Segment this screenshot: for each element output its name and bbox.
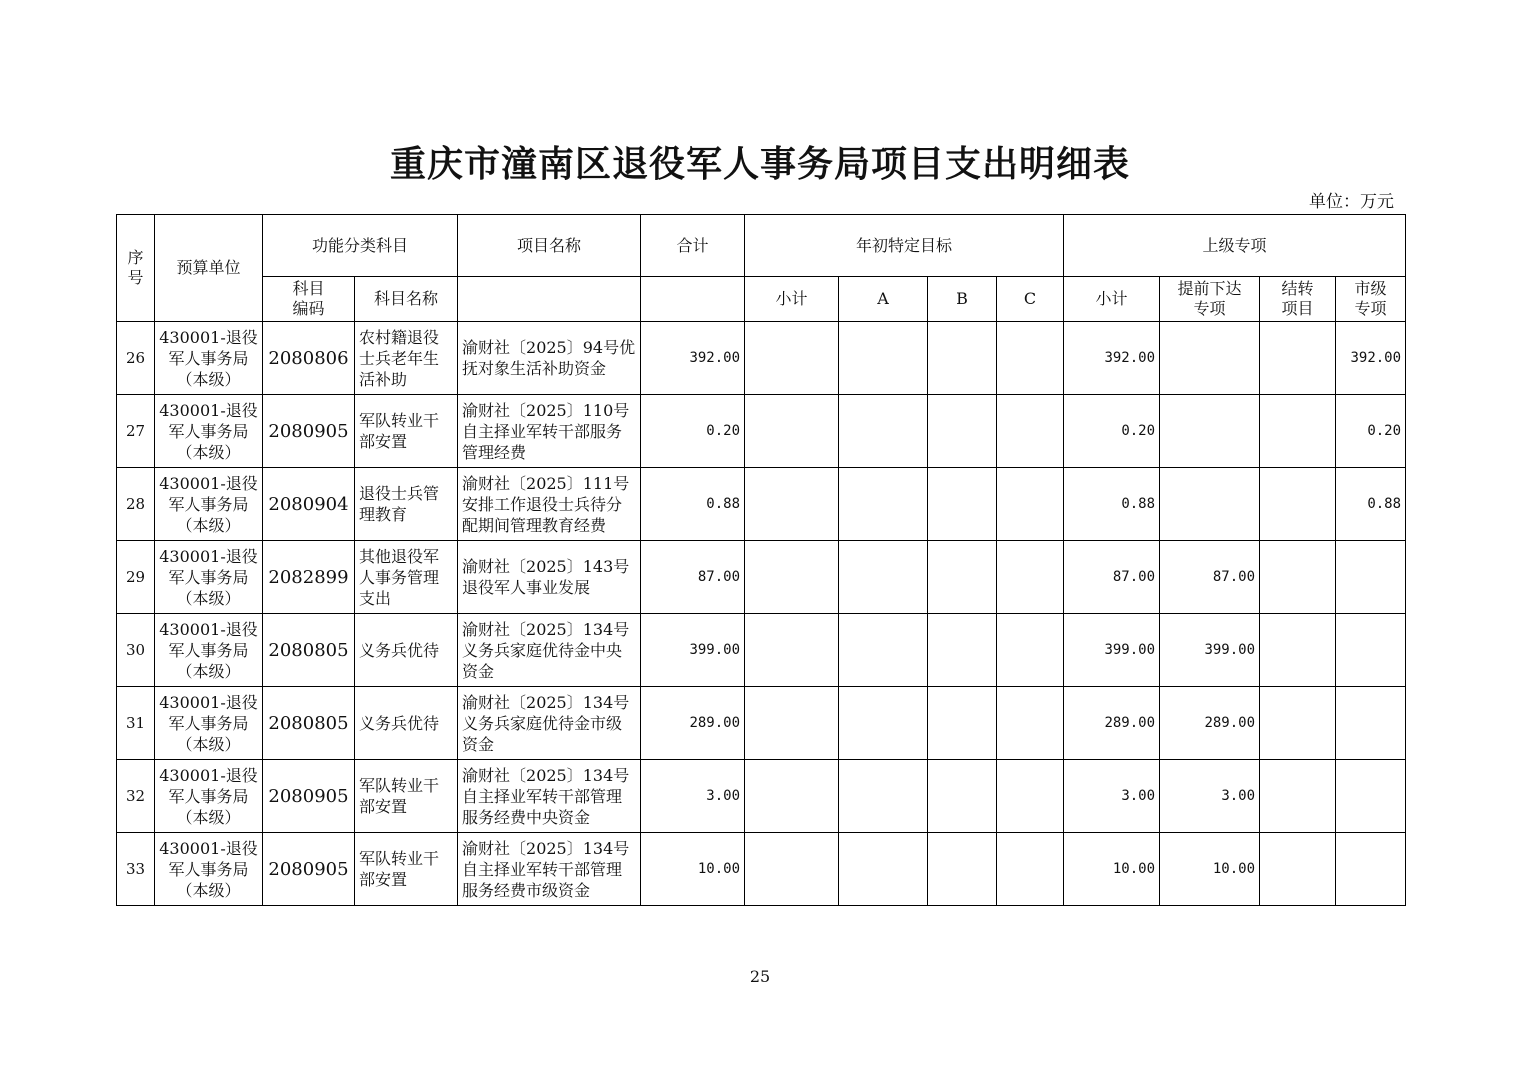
- a-cell: [839, 760, 928, 833]
- total-cell: 392.00: [641, 322, 745, 395]
- advance-cell: 10.00: [1160, 833, 1260, 906]
- subject-code-cell: 2080904: [263, 468, 355, 541]
- project-name-cell: 渝财社〔2025〕134号义务兵家庭优待金市级资金: [458, 687, 641, 760]
- subject-code-cell: 2080805: [263, 687, 355, 760]
- superior-subtotal-cell: 399.00: [1064, 614, 1160, 687]
- c-cell: [997, 395, 1064, 468]
- header-seq: 序号: [117, 215, 155, 322]
- carryover-cell: [1260, 468, 1336, 541]
- header-b: B: [928, 277, 997, 322]
- project-name-cell: 渝财社〔2025〕94号优抚对象生活补助资金: [458, 322, 641, 395]
- city-cell: [1336, 760, 1406, 833]
- carryover-cell: [1260, 541, 1336, 614]
- table-row: [117, 614, 1406, 687]
- header-carryover: 结转项目: [1260, 277, 1336, 322]
- c-cell: [997, 833, 1064, 906]
- header-project-name: 项目名称: [458, 215, 641, 277]
- ytd-subtotal-cell: [745, 322, 839, 395]
- c-cell: [997, 687, 1064, 760]
- carryover-cell: [1260, 833, 1336, 906]
- page-title: 重庆市潼南区退役军人事务局项目支出明细表: [389, 143, 1130, 185]
- b-cell: [928, 687, 997, 760]
- city-cell: [1336, 687, 1406, 760]
- ytd-subtotal-cell: [745, 468, 839, 541]
- budget-unit-cell: 430001-退役军人事务局（本级）: [155, 468, 263, 541]
- carryover-cell: [1260, 395, 1336, 468]
- superior-subtotal-cell: 3.00: [1064, 760, 1160, 833]
- budget-unit-cell: 430001-退役军人事务局（本级）: [155, 614, 263, 687]
- subject-name-cell: 农村籍退役士兵老年生活补助: [355, 322, 458, 395]
- a-cell: [839, 541, 928, 614]
- superior-subtotal-cell: 0.20: [1064, 395, 1160, 468]
- subject-name-cell: 义务兵优待: [355, 614, 458, 687]
- project-name-cell: 渝财社〔2025〕110号自主择业军转干部服务管理经费: [458, 395, 641, 468]
- project-name-cell: 渝财社〔2025〕134号自主择业军转干部管理服务经费中央资金: [458, 760, 641, 833]
- c-cell: [997, 322, 1064, 395]
- project-expense-table: [116, 214, 1406, 906]
- budget-unit-cell: 430001-退役军人事务局（本级）: [155, 687, 263, 760]
- seq-cell: 28: [117, 468, 155, 541]
- subject-code-cell: 2080905: [263, 833, 355, 906]
- total-cell: 399.00: [641, 614, 745, 687]
- header-code: 科目编码: [263, 277, 355, 322]
- header-ytd-subtotal: 小计: [745, 277, 839, 322]
- a-cell: [839, 468, 928, 541]
- c-cell: [997, 760, 1064, 833]
- table-row: [117, 833, 1406, 906]
- subject-code-cell: 2080805: [263, 614, 355, 687]
- total-cell: 289.00: [641, 687, 745, 760]
- page-number: 25: [749, 967, 771, 986]
- project-name-cell: 渝财社〔2025〕143号退役军人事业发展: [458, 541, 641, 614]
- total-cell: 0.88: [641, 468, 745, 541]
- a-cell: [839, 322, 928, 395]
- advance-cell: [1160, 322, 1260, 395]
- header-advance: 提前下达专项: [1160, 277, 1260, 322]
- header-a: A: [839, 277, 928, 322]
- header-func-class: 功能分类科目: [263, 215, 458, 277]
- c-cell: [997, 468, 1064, 541]
- carryover-cell: [1260, 322, 1336, 395]
- subject-name-cell: 军队转业干部安置: [355, 760, 458, 833]
- c-cell: [997, 614, 1064, 687]
- header-superior: 上级专项: [1064, 215, 1406, 277]
- ytd-subtotal-cell: [745, 833, 839, 906]
- table-row: [117, 395, 1406, 468]
- table-row: [117, 541, 1406, 614]
- advance-cell: 87.00: [1160, 541, 1260, 614]
- b-cell: [928, 322, 997, 395]
- subject-code-cell: 2082899: [263, 541, 355, 614]
- budget-unit-cell: 430001-退役军人事务局（本级）: [155, 541, 263, 614]
- header-total: 合计: [641, 215, 745, 277]
- city-cell: 0.20: [1336, 395, 1406, 468]
- seq-cell: 32: [117, 760, 155, 833]
- budget-unit-cell: 430001-退役军人事务局（本级）: [155, 395, 263, 468]
- header-project-name-blank: [458, 277, 641, 322]
- seq-cell: 26: [117, 322, 155, 395]
- project-name-cell: 渝财社〔2025〕134号自主择业军转干部管理服务经费市级资金: [458, 833, 641, 906]
- superior-subtotal-cell: 392.00: [1064, 322, 1160, 395]
- seq-cell: 27: [117, 395, 155, 468]
- advance-cell: 3.00: [1160, 760, 1260, 833]
- ytd-subtotal-cell: [745, 541, 839, 614]
- ytd-subtotal-cell: [745, 614, 839, 687]
- b-cell: [928, 395, 997, 468]
- city-cell: [1336, 833, 1406, 906]
- budget-unit-cell: 430001-退役军人事务局（本级）: [155, 833, 263, 906]
- superior-subtotal-cell: 0.88: [1064, 468, 1160, 541]
- header-c: C: [997, 277, 1064, 322]
- a-cell: [839, 614, 928, 687]
- city-cell: [1336, 614, 1406, 687]
- c-cell: [997, 541, 1064, 614]
- budget-unit-cell: 430001-退役军人事务局（本级）: [155, 322, 263, 395]
- b-cell: [928, 614, 997, 687]
- header-year-target: 年初特定目标: [745, 215, 1064, 277]
- subject-name-cell: 义务兵优待: [355, 687, 458, 760]
- ytd-subtotal-cell: [745, 395, 839, 468]
- header-sup-subtotal: 小计: [1064, 277, 1160, 322]
- seq-cell: 33: [117, 833, 155, 906]
- project-name-cell: 渝财社〔2025〕111号安排工作退役士兵待分配期间管理教育经费: [458, 468, 641, 541]
- city-cell: 392.00: [1336, 322, 1406, 395]
- city-cell: [1336, 541, 1406, 614]
- table-row: [117, 468, 1406, 541]
- b-cell: [928, 541, 997, 614]
- carryover-cell: [1260, 614, 1336, 687]
- table-row: [117, 687, 1406, 760]
- header-total-blank: [641, 277, 745, 322]
- seq-cell: 30: [117, 614, 155, 687]
- a-cell: [839, 833, 928, 906]
- header-budget-unit: 预算单位: [155, 215, 263, 322]
- advance-cell: 289.00: [1160, 687, 1260, 760]
- a-cell: [839, 395, 928, 468]
- budget-unit-cell: 430001-退役军人事务局（本级）: [155, 760, 263, 833]
- subject-code-cell: 2080806: [263, 322, 355, 395]
- subject-name-cell: 军队转业干部安置: [355, 833, 458, 906]
- total-cell: 87.00: [641, 541, 745, 614]
- carryover-cell: [1260, 760, 1336, 833]
- seq-cell: 31: [117, 687, 155, 760]
- header-row-1: [117, 215, 1406, 277]
- ytd-subtotal-cell: [745, 760, 839, 833]
- city-cell: 0.88: [1336, 468, 1406, 541]
- unit-label: 单位：万元: [1309, 192, 1394, 212]
- table-row: [117, 760, 1406, 833]
- header-subject-name: 科目名称: [355, 277, 458, 322]
- seq-cell: 29: [117, 541, 155, 614]
- carryover-cell: [1260, 687, 1336, 760]
- advance-cell: [1160, 468, 1260, 541]
- advance-cell: 399.00: [1160, 614, 1260, 687]
- subject-name-cell: 其他退役军人事务管理支出: [355, 541, 458, 614]
- b-cell: [928, 468, 997, 541]
- advance-cell: [1160, 395, 1260, 468]
- ytd-subtotal-cell: [745, 687, 839, 760]
- total-cell: 0.20: [641, 395, 745, 468]
- superior-subtotal-cell: 87.00: [1064, 541, 1160, 614]
- project-name-cell: 渝财社〔2025〕134号义务兵家庭优待金中央资金: [458, 614, 641, 687]
- b-cell: [928, 833, 997, 906]
- total-cell: 3.00: [641, 760, 745, 833]
- subject-name-cell: 军队转业干部安置: [355, 395, 458, 468]
- b-cell: [928, 760, 997, 833]
- superior-subtotal-cell: 10.00: [1064, 833, 1160, 906]
- subject-code-cell: 2080905: [263, 760, 355, 833]
- header-city: 市级专项: [1336, 277, 1406, 322]
- subject-name-cell: 退役士兵管理教育: [355, 468, 458, 541]
- table-row: [117, 322, 1406, 395]
- a-cell: [839, 687, 928, 760]
- subject-code-cell: 2080905: [263, 395, 355, 468]
- header-row-2: [117, 277, 1406, 322]
- total-cell: 10.00: [641, 833, 745, 906]
- superior-subtotal-cell: 289.00: [1064, 687, 1160, 760]
